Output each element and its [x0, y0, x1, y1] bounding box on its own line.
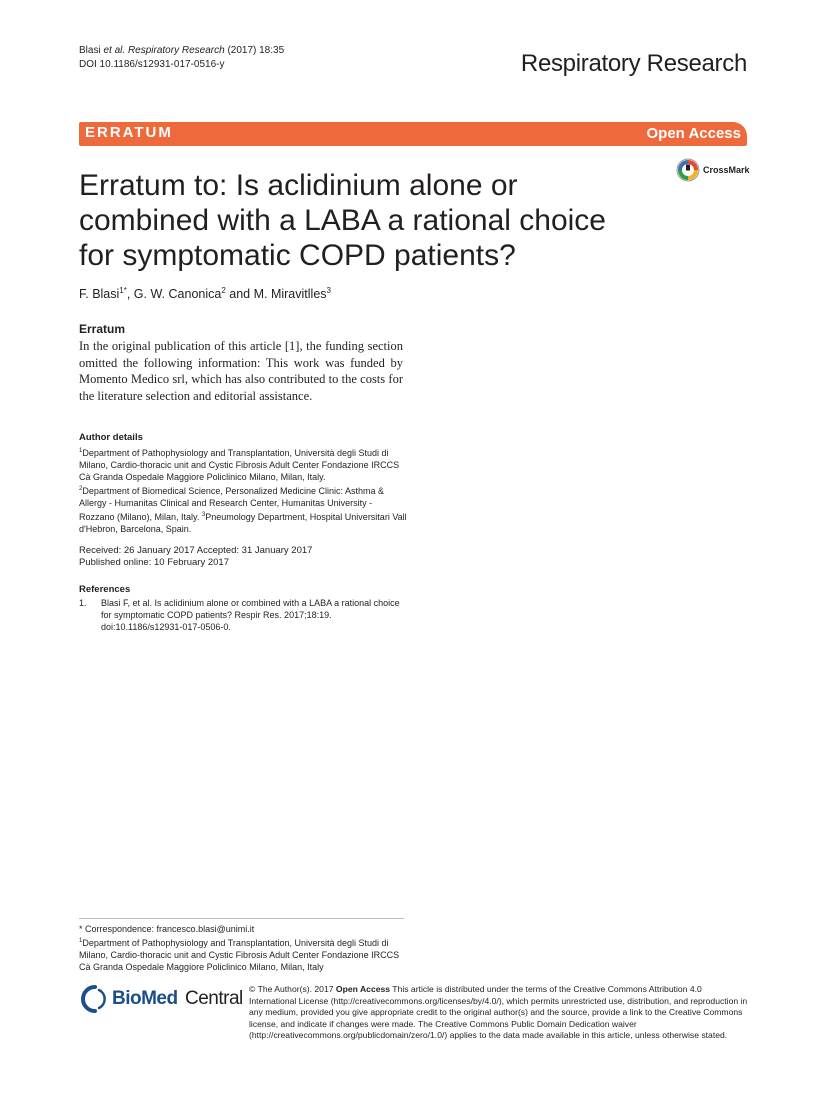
citation-year-volume: (2017) 18:35	[227, 45, 285, 56]
citation-journal: Respiratory Research	[127, 45, 225, 56]
license-copyright: © The Author(s). 2017	[249, 984, 336, 994]
erratum-heading: Erratum	[79, 322, 126, 336]
author-affiliation-sup: 1*	[119, 286, 127, 295]
reference-number: 1.	[79, 598, 87, 608]
author-details	[79, 445, 409, 535]
doi-text[interactable]: DOI 10.1186/s12931-017-0516-y	[79, 59, 225, 70]
citation-line	[79, 44, 284, 58]
article-type-banner	[79, 122, 747, 146]
biomed-ring-icon	[79, 984, 109, 1014]
footnote-divider	[79, 918, 404, 919]
correspondence-block	[79, 923, 409, 973]
logo-text-biomed: BioMed	[112, 988, 178, 1009]
license-text: This article is distributed under the terms of the Creative Commons Attribution 4.0 International License (http://creativecommons.org/licenses/by/4.0/), which permits unrestricted use, distribution, and reproduction in any medium, provided you give appropriate credit to the original author(s) and the source, provide a link to the Creative Commons license, and indicate if changes were made. The Creative Commons Public Domain Dedication waiver (http://creativecommons.org/publicdomain/zero/1.0/) applies to the data made available in this article, unless otherwise stated.	[249, 984, 748, 1040]
article-title	[79, 168, 659, 273]
crossmark-button[interactable]	[676, 158, 756, 186]
reference-text: Blasi F, et al. Is aclidinium alone or combined with a LABA a rational choice for symptomatic COPD patients? Respir Res. 2017;18:19. doi:10.1186/s12931-017-0506-0.	[101, 598, 400, 632]
affiliation-text: Department of Pathophysiology and Transplantation, Università degli Studi di Milano, Cardio-thoracic unit and Cystic Fibrosis Adult Center Fondazione IRCCS Cà Granda Ospedale Maggiore Policlinico Milano, Milan, Italy	[79, 938, 400, 972]
author-affiliation-sup: 2	[221, 286, 226, 295]
author-list	[79, 286, 331, 301]
affiliation-sup: 2	[79, 486, 83, 492]
publication-dates	[79, 545, 409, 569]
citation-authors: Blasi	[79, 45, 101, 56]
affiliation-text: Department of Biomedical Science, Personalized Medicine Clinic: Asthma & Allergy - Humanitas Clinical and Research Center, Humanitas University - Rozzano (Milano), Milan, Italy.	[79, 486, 384, 522]
license-statement	[249, 984, 749, 1042]
affiliation-sup: 1	[79, 938, 83, 944]
title-line-1: Erratum to: Is aclidinium alone or	[79, 169, 518, 202]
references-heading: References	[79, 584, 131, 595]
article-type-label: ERRATUM	[85, 124, 173, 141]
author-affiliation-sup: 3	[326, 286, 331, 295]
affiliation-sup: 1	[79, 448, 83, 454]
open-access-label[interactable]: Open Access	[646, 125, 741, 142]
title-line-2: combined with a LABA a rational choice	[79, 204, 606, 237]
affiliation-text: Department of Pathophysiology and Transplantation, Università degli Studi di Milano, Cardio-thoracic unit and Cystic Fibrosis Adult Center Fondazione IRCCS Cà Granda Ospedale Maggiore Policlinico Milano, Milan, Italy.	[79, 448, 400, 482]
logo-text-central: Central	[185, 988, 243, 1009]
received-accepted-dates: Received: 26 January 2017 Accepted: 31 January 2017	[79, 545, 313, 556]
biomed-central-logo[interactable]	[79, 984, 243, 1016]
author-name[interactable]: F. Blasi	[79, 287, 120, 302]
crossmark-label: CrossMark	[703, 165, 750, 175]
journal-name: Respiratory Research	[520, 50, 747, 77]
title-line-3: for symptomatic COPD patients?	[79, 239, 516, 272]
citation-et-al: et al.	[103, 45, 126, 56]
author-details-heading: Author details	[79, 432, 143, 443]
erratum-body: In the original publication of this article [1], the funding section omitted the following information: This work was funded by Momento Medico srl, which has also contributed to the costs for the literature selection and editorial assistance.	[79, 339, 403, 403]
reference-item[interactable]	[79, 597, 409, 633]
citation-block	[79, 44, 284, 72]
published-date: Published online: 10 February 2017	[79, 557, 229, 568]
license-open-access: Open Access	[335, 984, 391, 994]
correspondence-affiliation	[79, 935, 409, 973]
correspondence-email[interactable]: * Correspondence: francesco.blasi@unimi.it	[79, 924, 255, 934]
affiliation-sup: 3	[201, 512, 206, 518]
author-name[interactable]: , G. W. Canonica	[126, 287, 222, 302]
affiliation-text: Pneumology Department, Hospital Universitari Vall d'Hebron, Barcelona, Spain.	[79, 512, 407, 534]
author-name[interactable]: and M. Miravitlles	[225, 287, 327, 302]
crossmark-icon	[676, 158, 700, 182]
